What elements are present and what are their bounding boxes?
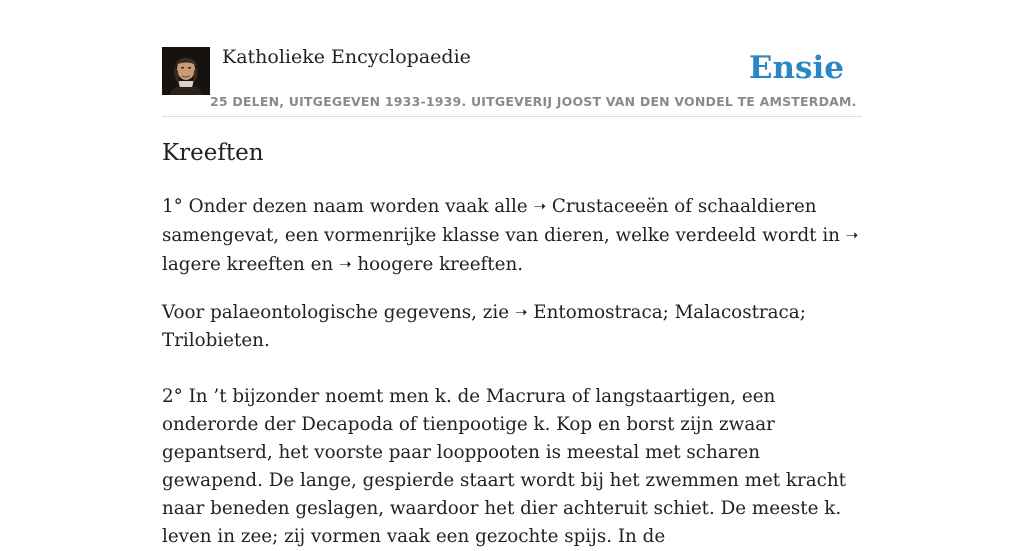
entry-title: Kreeften xyxy=(162,140,264,166)
arrow-right-icon: ➝ xyxy=(533,197,547,215)
link-label: Crustaceeën xyxy=(551,196,669,217)
article-paragraph-2 xyxy=(162,298,866,355)
header xyxy=(162,0,862,117)
text: en xyxy=(304,254,340,275)
arrow-right-icon: ➝ xyxy=(845,226,859,244)
page xyxy=(162,0,862,547)
text: 1° Onder dezen naam worden vaak alle xyxy=(162,196,534,217)
arrow-right-icon: ➝ xyxy=(339,255,352,273)
crossref-link-entomostraca[interactable] xyxy=(515,302,663,323)
article-paragraph-3: 2° In ’t bijzonder noemt men k. de Macrura of langstaartigen, een onderorde der Decapoda of tienpootige k. Kop en borst zijn zwaar gepantserd, het voorste paar looppooten is meestal met scharen gewapend. De lange, gespierde staart wordt bij het zwemmen met kracht naar beneden geslagen, waardoor het dier achteruit schiet. De meeste k. leven in zee; zij vormen vaak een gezochte spijs. In de xyxy=(162,386,846,547)
article-paragraph-1 xyxy=(162,192,866,279)
text: ; Malacostraca; Trilobieten. xyxy=(162,302,806,351)
source-title[interactable]: Katholieke Encyclopaedie xyxy=(222,46,471,68)
crossref-link-crustaceeen[interactable] xyxy=(533,196,668,217)
portrait-avatar-icon[interactable] xyxy=(162,47,210,95)
link-label: lagere kreeften xyxy=(162,254,305,275)
text: Voor palaeontologische gegevens, zie xyxy=(162,302,515,323)
crossref-link-hoogere-kreeften[interactable] xyxy=(339,254,517,275)
brand-logo[interactable]: Ensie xyxy=(748,50,844,86)
text: . xyxy=(517,254,524,275)
link-label: Entomostraca xyxy=(533,302,663,323)
link-label: hoogere kreeften xyxy=(357,254,518,275)
article-body xyxy=(162,192,866,551)
text: of schaaldieren samengevat, een vormenrijke klasse van dieren, welke verdeeld wordt in xyxy=(162,196,846,246)
arrow-right-icon: ➝ xyxy=(514,303,528,321)
source-subtitle: 25 DELEN, UITGEGEVEN 1933-1939. UITGEVERIJ JOOST VAN DEN VONDEL TE AMSTERDAM. xyxy=(210,94,857,109)
